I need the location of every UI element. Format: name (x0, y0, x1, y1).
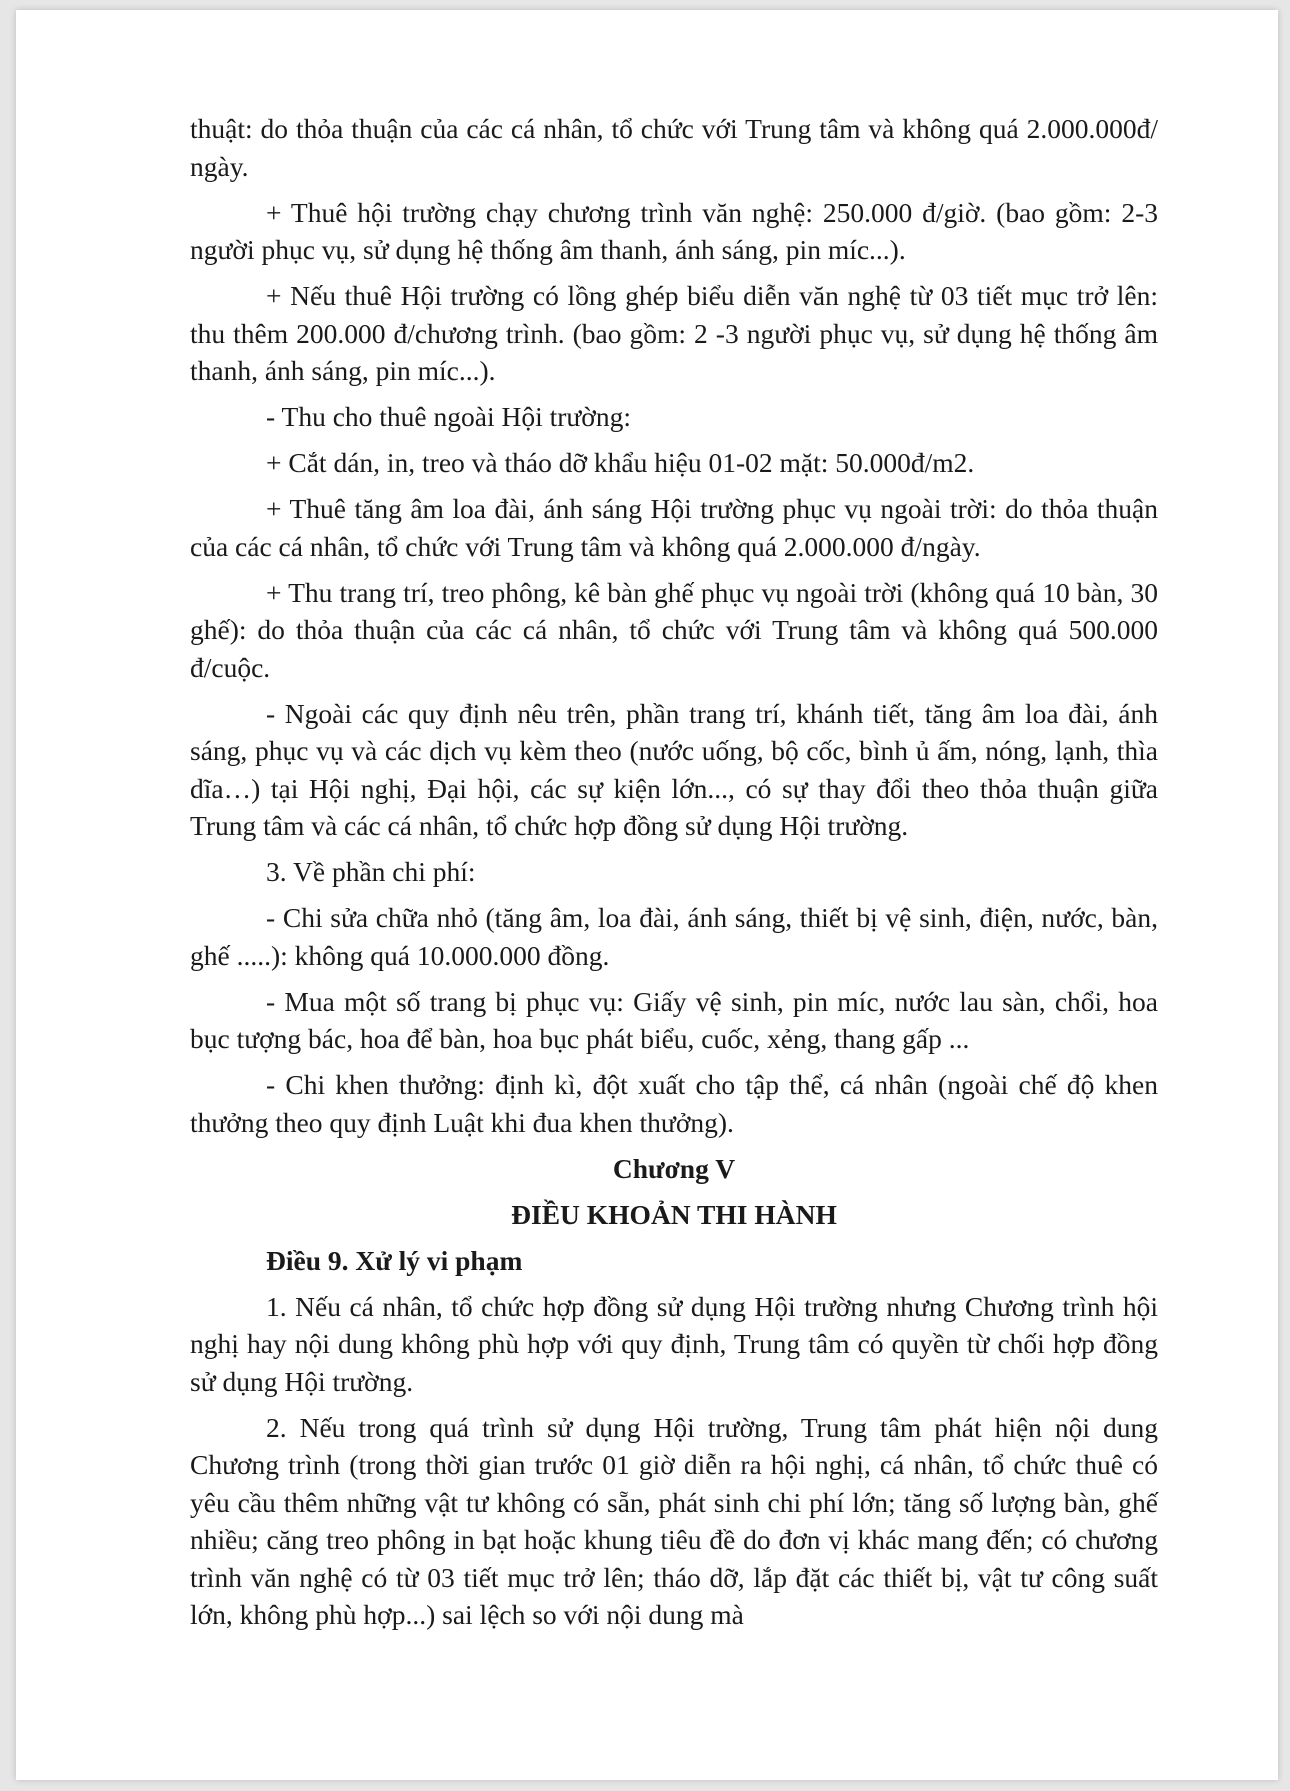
article-heading: Điều 9. Xử lý vi phạm (266, 1244, 523, 1276)
article-paragraph-2: 2. Nếu trong quá trình sử dụng Hội trường, Trung tâm phát hiện nội dung Chương trình (trong thời gian trước 01 giờ diễn ra hội nghị, cá nhân, tổ chức thuê có yêu cầu thêm những vật tư không có sẵn, phát sinh chi phí lớn; tăng số lượng bàn, ghế nhiều; căng treo phông in bạt hoặc khung tiêu đề do đơn vị khác mang đến; có chương trình văn nghệ có từ 03 tiết mục trở lên; tháo dỡ, lắp đặt các thiết bị, vật tư công suất lớn, không phù hợp...) sai lệch so với nội dung mà (190, 1411, 1158, 1630)
paragraph-continuation: thuật: do thỏa thuận của các cá nhân, tổ chức với Trung tâm và không quá 2.000.000đ/ ngày. (190, 113, 1158, 182)
paragraph-supplies: - Mua một số trang bị phục vụ: Giấy vệ sinh, pin míc, nước lau sàn, chổi, hoa bục tượng bác, hoa để bàn, hoa bục phát biểu, cuốc, xẻng, thang gấp ... (190, 985, 1158, 1054)
chapter-label: Chương V (612, 1152, 736, 1184)
article-paragraph-1: 1. Nếu cá nhân, tổ chức hợp đồng sử dụng Hội trường nhưng Chương trình hội nghị hay nội dung không phù hợp với quy định, Trung tâm có quyền từ chối hợp đồng sử dụng Hội trường. (190, 1290, 1158, 1397)
paragraph-decoration-outdoor: + Thu trang trí, treo phông, kê bàn ghế phục vụ ngoài trời (không quá 10 bàn, 30 ghế): do thỏa thuận của các cá nhân, tổ chức với Trung tâm và không quá 500.000 đ/cuộc. (190, 576, 1158, 683)
chapter-title: ĐIỀU KHOẢN THI HÀNH (511, 1198, 837, 1230)
paragraph-slogan-print: + Cắt dán, in, treo và tháo dỡ khẩu hiệu 01-02 mặt: 50.000đ/m2. (266, 447, 975, 478)
paragraph-small-repairs: - Chi sửa chữa nhỏ (tăng âm, loa đài, ánh sáng, thiết bị vệ sinh, điện, nước, bàn, ghế .....): không quá 10.000.000 đồng. (190, 902, 1158, 971)
paragraph-costs-heading: 3. Về phần chi phí: (266, 856, 476, 887)
document-body (190, 110, 1158, 1642)
paragraph-other-services: - Ngoài các quy định nêu trên, phần trang trí, khánh tiết, tăng âm loa đài, ánh sáng, phục vụ và các dịch vụ kèm theo (nước uống, bộ cốc, bình ủ ấm, nóng, lạnh, thìa dĩa…) tại Hội nghị, Đại hội, các sự kiện lớn..., có sự thay đổi theo thỏa thuận giữa Trung tâm và các cá nhân, tổ chức hợp đồng sử dụng Hội trường. (190, 697, 1158, 841)
paragraph-performance-extra: + Nếu thuê Hội trường có lồng ghép biểu diễn văn nghệ từ 03 tiết mục trở lên: thu thêm 200.000 đ/chương trình. (bao gồm: 2 -3 người phục vụ, sử dụng hệ thống âm thanh, ánh sáng, pin míc...). (190, 280, 1158, 386)
paragraph-sound-light-outdoor: + Thuê tăng âm loa đài, ánh sáng Hội trường phục vụ ngoài trời: do thỏa thuận của các cá nhân, tổ chức với Trung tâm và không quá 2.000.000 đ/ngày. (190, 493, 1158, 562)
paragraph-art-show-rental: + Thuê hội trường chạy chương trình văn nghệ: 250.000 đ/giờ. (bao gồm: 2-3 người phục vụ, sử dụng hệ thống âm thanh, ánh sáng, pin míc...). (190, 196, 1158, 265)
document-page (16, 10, 1278, 1780)
paragraph-rewards: - Chi khen thưởng: định kì, đột xuất cho tập thể, cá nhân (ngoài chế độ khen thưởng theo quy định Luật khi đua khen thưởng). (190, 1069, 1158, 1138)
paragraph-outside-rental-heading: - Thu cho thuê ngoài Hội trường: (266, 401, 631, 432)
